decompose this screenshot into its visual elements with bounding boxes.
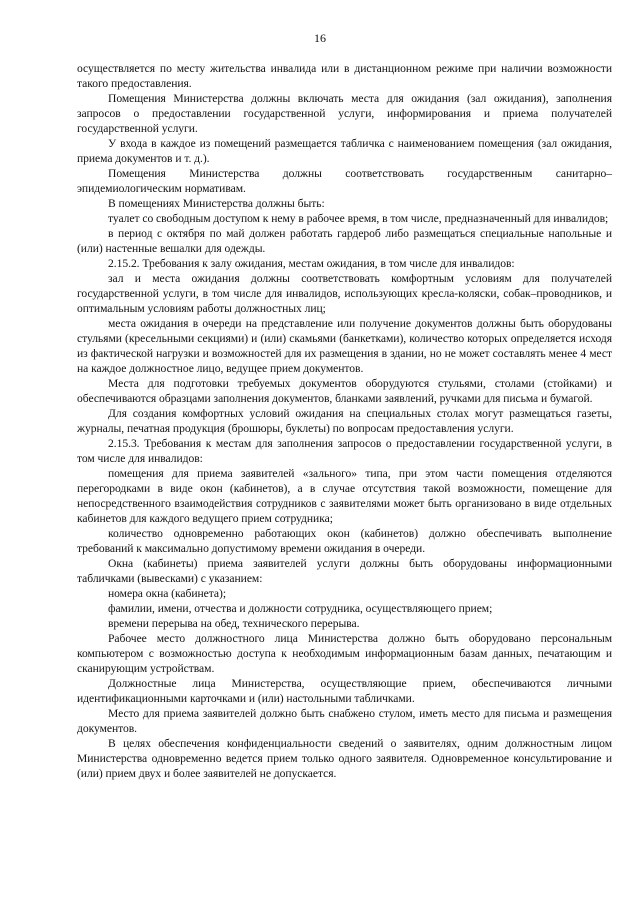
paragraph: времени перерыва на обед, технического перерыва. bbox=[108, 617, 360, 630]
paragraph: Помещения Министерства должны включать места для ожидания (зал ожидания), заполнения запросов о предоставлении государственной услуги, информирования и приема получателей государственной услуги. bbox=[77, 92, 612, 135]
paragraph: Окна (кабинеты) приема заявителей услуги должны быть оборудованы информационными табличками (вывесками) с указанием: bbox=[77, 557, 612, 585]
paragraph: номера окна (кабинета); bbox=[108, 587, 226, 600]
paragraph: осуществляется по месту жительства инвалида или в дистанционном режиме при наличии возможности такого предоставления. bbox=[77, 62, 612, 90]
paragraph: Помещения Министерства должны соответствовать государственным санитарно–эпидемиологическим нормативам. bbox=[77, 167, 612, 195]
document-body bbox=[77, 61, 612, 781]
paragraph: 2.15.3. Требования к местам для заполнения запросов о предоставлении государственной услуги, в том числе для инвалидов: bbox=[77, 437, 612, 465]
paragraph: В целях обеспечения конфиденциальности сведений о заявителях, одним должностным лицом Министерства одновременно ведется прием только одного заявителя. Одновременное консультирование и (или) прием двух и более заявителей не допускается. bbox=[77, 737, 612, 780]
paragraph: Место для приема заявителей должно быть снабжено стулом, иметь место для письма и размещения документов. bbox=[77, 707, 612, 735]
paragraph: помещения для приема заявителей «зального» типа, при этом части помещения отделяются перегородками в виде окон (кабинетов), а в случае отсутствия такой возможности, помещение для непосредственного взаимодействия сотрудников с заявителями может быть организовано в виде отдельных кабинетов для каждого ведущего прием сотрудника; bbox=[77, 467, 612, 525]
paragraph: места ожидания в очереди на представление или получение документов должны быть оборудованы стульями (кресельными секциями) и (или) скамьями (банкетками), количество которых определяется исходя из фактической нагрузки и возможностей для их размещения в здании, но не может составлять менее 4 мест на каждое должностное лицо, ведущее прием документов. bbox=[77, 317, 612, 375]
paragraph: У входа в каждое из помещений размещается табличка с наименованием помещения (зал ожидания, приема документов и т. д.). bbox=[77, 137, 612, 165]
paragraph: В помещениях Министерства должны быть: bbox=[108, 197, 325, 210]
paragraph: Должностные лица Министерства, осуществляющие прием, обеспечиваются личными идентификационными карточками и (или) настольными табличками. bbox=[77, 677, 612, 705]
page-number: 16 bbox=[314, 31, 326, 45]
paragraph: Рабочее место должностного лица Министерства должно быть оборудовано персональным компьютером с возможностью доступа к необходимым информационным базам данных, печатающим и сканирующим устройствам. bbox=[77, 632, 612, 675]
paragraph: количество одновременно работающих окон (кабинетов) должно обеспечивать выполнение требований к максимально допустимому времени ожидания в очереди. bbox=[77, 527, 612, 555]
paragraph: Места для подготовки требуемых документов оборудуются стульями, столами (стойками) и обеспечиваются образцами заполнения документов, бланками заявлений, ручками для письма и бумагой. bbox=[77, 377, 612, 405]
paragraph: зал и места ожидания должны соответствовать комфортным условиям для получателей государственной услуги, в том числе для инвалидов, использующих кресла-коляски, собак–проводников, и оптимальным условиям работы должностных лиц; bbox=[77, 272, 612, 315]
paragraph: фамилии, имени, отчества и должности сотрудника, осуществляющего прием; bbox=[108, 602, 493, 615]
paragraph: туалет со свободным доступом к нему в рабочее время, в том числе, предназначенный для инвалидов; bbox=[108, 212, 609, 225]
paragraph: 2.15.2. Требования к залу ожидания, местам ожидания, в том числе для инвалидов: bbox=[108, 257, 515, 270]
paragraph: Для создания комфортных условий ожидания на специальных столах могут размещаться газеты, журналы, печатная продукция (брошюры, буклеты) по вопросам предоставления услуги. bbox=[77, 407, 612, 435]
paragraph: в период с октября по май должен работать гардероб либо размещаться специальные напольные и (или) настенные вешалки для одежды. bbox=[77, 227, 612, 255]
